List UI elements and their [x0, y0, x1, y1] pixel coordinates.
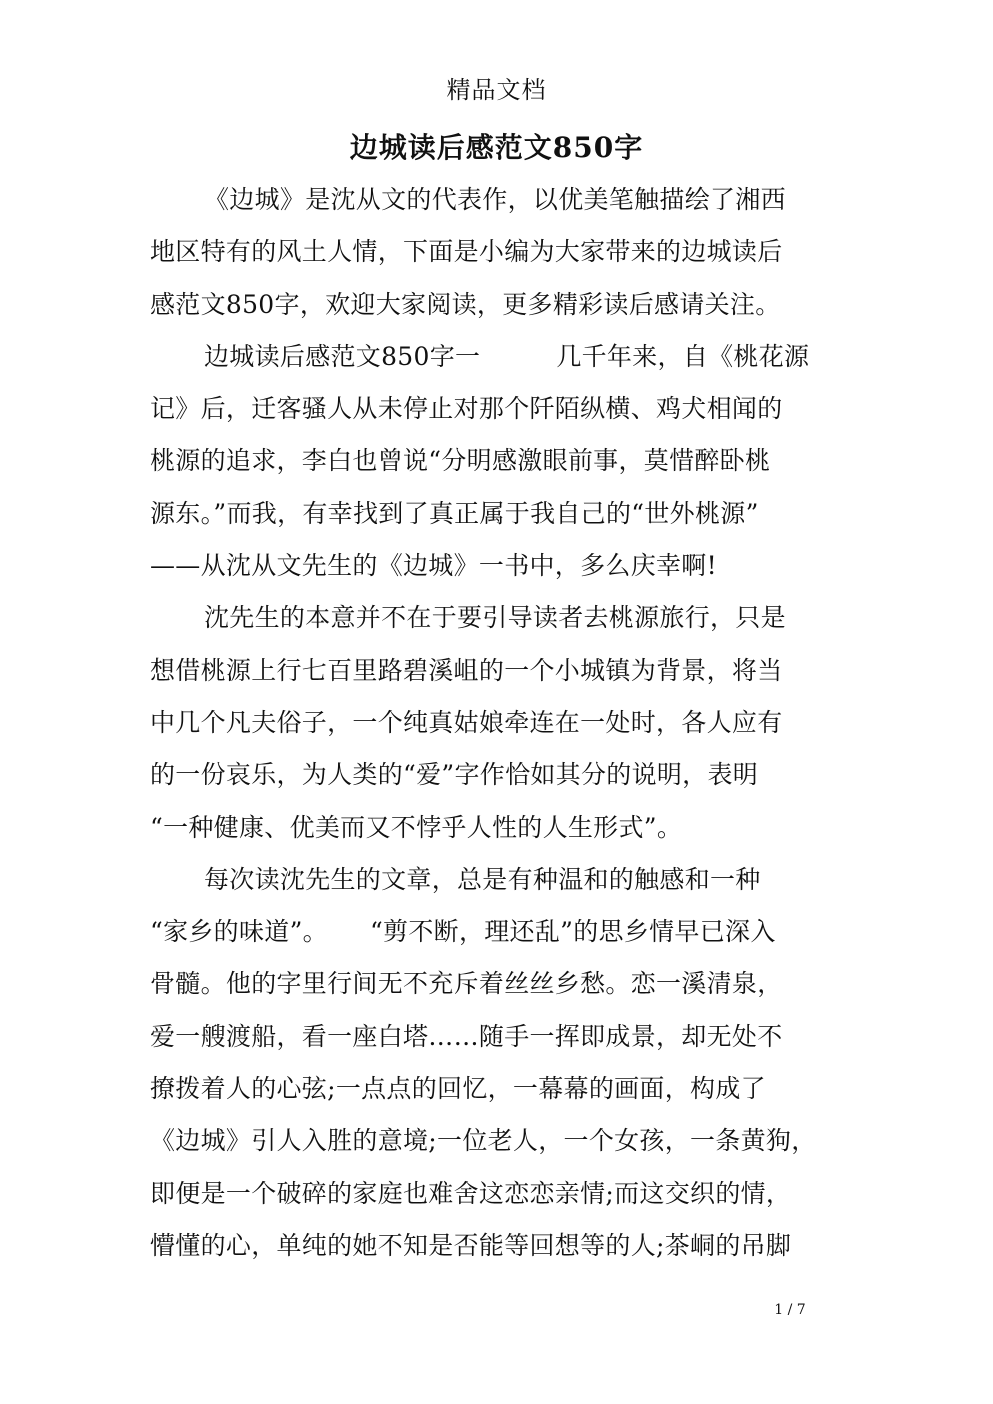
paragraph-line: 懵懂的心，单纯的她不知是否能等回想等的人;茶峒的吊脚 [150, 1230, 792, 1260]
paragraph-line: “一种健康、优美而又不悖乎人性的人生形式”。 [150, 812, 683, 842]
paragraph-text: 几千年来，自《桃花源 [556, 341, 810, 371]
paragraph-line: 地区特有的风土人情，下面是小编为大家带来的边城读后 [150, 237, 783, 267]
paragraph-line: 中几个凡夫俗子，一个纯真姑娘牵连在一处时，各人应有 [150, 707, 783, 737]
paragraph-line: 《边城》引人入胜的意境;一位老人，一个女孩，一条黄狗， [150, 1126, 817, 1156]
paragraph-text: “家乡的味道”。 [150, 917, 328, 947]
paragraph-line: 撩拨着人的心弦;一点点的回忆，一幕幕的画面，构成了 [150, 1074, 766, 1104]
paragraph-line: ——从沈从文先生的《边城》一书中，多么庆幸啊! [150, 551, 717, 581]
paragraph-line: 即便是一个破碎的家庭也难舍这恋恋亲情;而这交织的情， [150, 1178, 792, 1208]
page-number: 1 / 7 [774, 1302, 806, 1318]
article-body [150, 174, 850, 1272]
paragraph-line: 《边城》是沈从文的代表作，以优美笔触描绘了湘西 [204, 185, 786, 214]
paragraph-line: 感范文850字，欢迎大家阅读，更多精彩读后感请关注。 [150, 289, 781, 319]
paragraph-line: 的一份哀乐，为人类的“爱”字作恰如其分的说明，表明 [150, 760, 759, 790]
paragraph-line: 桃源的追求，李白也曾说“分明感激眼前事，莫惜醉卧桃 [150, 446, 771, 476]
paragraph-line-split [150, 906, 850, 958]
paragraph-line: 记》后，迁客骚人从未停止对那个阡陌纵横、鸡犬相闻的 [150, 394, 783, 424]
paragraph-line: 爱一艘渡船，看一座白塔……随手一挥即成景，却无处不 [150, 1021, 783, 1051]
paragraph-text: “剪不断，理还乱”的思乡情早已深入 [369, 917, 776, 947]
paragraph-line: 源东。”而我，有幸找到了真正属于我自己的“世外桃源” [150, 498, 759, 528]
document-header: 精品文档 [446, 76, 547, 104]
paragraph-line: 想借桃源上行七百里路碧溪岨的一个小城镇为背景，将当 [150, 655, 783, 685]
article-title: 边城读后感范文850字 [349, 131, 644, 164]
paragraph-line: 骨髓。他的字里行间无不充斥着丝丝乡愁。恋一溪清泉， [150, 969, 783, 999]
section-heading: 边城读后感范文850字一 [204, 341, 481, 371]
paragraph-line: 每次读沈先生的文章，总是有种温和的触感和一种 [204, 864, 761, 894]
section-heading-line [150, 331, 850, 383]
paragraph-line: 沈先生的本意并不在于要引导读者去桃源旅行，只是 [204, 603, 786, 633]
